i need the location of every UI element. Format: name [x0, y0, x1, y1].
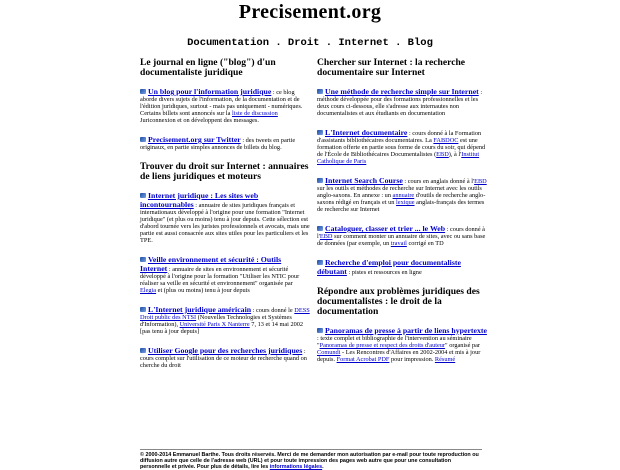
item-description: : ce blog aborde divers sujets de l'information, de la documentation et de l'édition juridiques, surtout - mais pas uniquement - numériques. Certains billets sont annoncés sur la	[140, 89, 303, 117]
item-title-link[interactable]: Une méthode de recherche simple sur Internet	[325, 87, 479, 96]
item-description: (Nouvelles Technologies et Systèmes d'Information),	[140, 314, 292, 328]
item-description: 7, 13 et 14 mai 2002 [pas tenu à jour depuis]	[140, 321, 304, 335]
footer-copyright	[140, 449, 482, 470]
inline-link[interactable]: Résumé	[434, 356, 456, 363]
inline-link[interactable]: Comundi	[317, 349, 341, 356]
nav-separator: .	[388, 37, 408, 49]
inline-link[interactable]: lexique	[396, 199, 415, 206]
item-title-link[interactable]: Recherche d'emploi pour documentaliste débutant	[317, 258, 461, 276]
item-description: : cours complet sur l'utilisation de ce moteur de recherche quand on cherche du droit	[140, 348, 307, 369]
inline-link[interactable]: annuaire	[392, 192, 415, 199]
inline-link[interactable]: EBD	[319, 233, 333, 240]
bullet-icon	[317, 130, 323, 135]
list-item	[140, 346, 310, 369]
doc-law-heading: Répondre aux problèmes juridiques des documentalistes : le droit de la documentation	[317, 286, 480, 317]
list-item	[317, 326, 487, 363]
item-description: et (plus ou moins) tenu à jour depuis	[156, 287, 250, 294]
nav-link-droit[interactable]: Droit	[287, 37, 320, 49]
bullet-icon	[317, 328, 323, 333]
list-item	[140, 135, 310, 151]
law-directories-heading: Trouver du droit sur Internet : annuaires de liens juridiques et moteurs	[140, 161, 309, 182]
bullet-icon	[317, 260, 323, 265]
site-title: Precisement.org	[238, 1, 382, 23]
item-title-link[interactable]: Panoramas de presse à partir de liens hypertexte	[325, 326, 487, 335]
item-description: : pistes et ressources en ligne	[346, 269, 422, 276]
inline-link[interactable]: EBD	[436, 151, 449, 158]
item-description: Juriconnexion et on développent des messages.	[140, 117, 259, 124]
item-description: - Les Rencontres d'Affaires en 2002-2004 et mis à jour depuis.	[317, 349, 481, 363]
item-title-link[interactable]: L'Internet documentaire	[325, 128, 408, 137]
item-description: est une formation offerte en partie sous forme de cours du soir, qui dépend de l'École de Bibliothécaires Documentalistes (	[317, 137, 486, 158]
left-column	[140, 58, 310, 380]
inline-link[interactable]: Institut Catholique de Paris	[317, 151, 480, 165]
item-description: .	[322, 464, 324, 470]
search-list	[317, 87, 487, 276]
inline-link[interactable]: informations légales	[269, 464, 323, 470]
item-description: sur les outils et méthodes de recherche sur Internet avec les outils anglo-saxons. En annexe : un	[317, 185, 482, 199]
nav-link-internet[interactable]: Internet	[338, 37, 389, 49]
bullet-icon	[140, 348, 146, 353]
item-title-link[interactable]: Veille environnement et sécurité : Outils Internet	[140, 255, 282, 273]
inline-link[interactable]: FABDOC	[433, 137, 459, 144]
nav-link-blog[interactable]: Blog	[407, 37, 433, 49]
doc-list	[317, 326, 487, 363]
inline-link[interactable]: Elegia	[140, 287, 157, 294]
list-item	[140, 191, 310, 244]
top-nav	[0, 37, 620, 49]
item-description: corrigé en TD	[406, 240, 444, 247]
law-list	[140, 191, 310, 369]
item-description: : annuaire de sites juridiques français et internationaux développé à l'origine pour une formation "Internet juridique" (et plus ou moins) tenu à jour depuis. Cette sélection est d'abord tournée vers les juristes professionnels et avocats, mais une partie est aussi consacrée aux sites utiles pour les particuliers et les TPE.	[140, 202, 310, 244]
list-item	[140, 305, 310, 335]
item-title-link[interactable]: Utiliser Google pour des recherches juridiques	[148, 346, 303, 355]
item-description: : méthode développée pour des formations professionnelles et les deux cours ci-dessous, elle s'adresse aux internautes non documentalistes et aux étudiants en documentation	[317, 89, 483, 117]
inline-link[interactable]: liste de discussion	[232, 110, 278, 117]
inline-link[interactable]: travail	[390, 240, 407, 247]
list-item	[140, 255, 310, 294]
item-title-link[interactable]: Un blog pour l'information juridique	[148, 87, 272, 96]
list-item	[317, 128, 487, 165]
item-description: : cours donné à l'	[317, 226, 485, 240]
inline-link[interactable]: DESS Droit public des NTSI	[140, 307, 310, 321]
list-item	[317, 176, 487, 213]
item-description: © 2000-2014 Emmanuel Barthe. Tous droits réservés. Merci de me demander mon autorisation par e-mail pour toute reproduction ou diffusion autre que celle de l'adresse web (URL) et pour toute impression des pages web autre que pour une consultation personnelle et privée. Pour plus de détails, lire les	[140, 452, 479, 470]
item-title-link[interactable]: L'Internet juridique américain	[148, 305, 252, 314]
item-description: pour impression.	[389, 356, 435, 363]
item-title-link[interactable]: Internet Search Course	[325, 176, 403, 185]
item-title-link[interactable]: Precisement.org sur Twitter	[148, 135, 241, 144]
bullet-icon	[140, 193, 146, 198]
inline-link[interactable]: Panoramas de presse et respect des droits d'auteur	[319, 342, 446, 349]
bullet-icon	[140, 89, 146, 94]
item-description: " organisé par	[445, 342, 481, 349]
bullet-icon	[140, 137, 146, 142]
bullet-icon	[317, 89, 323, 94]
nav-separator: .	[319, 37, 339, 49]
item-description: : des tweets en partie originaux, en partie simples annonces de billets du blog.	[140, 137, 296, 151]
item-description: ), à l'	[448, 151, 462, 158]
list-item	[317, 258, 487, 276]
bullet-icon	[140, 307, 146, 312]
right-column	[317, 58, 487, 374]
item-description: : cours donné à la Formation d'assistants bibliothécaires documentaires. La	[317, 130, 482, 144]
nav-link-documentation[interactable]: Documentation	[187, 37, 270, 49]
bullet-icon	[317, 226, 323, 231]
inline-link[interactable]: Format Acrobat PDF	[336, 356, 390, 363]
bullet-icon	[317, 178, 323, 183]
bullet-icon	[140, 257, 146, 262]
list-item	[317, 224, 487, 247]
item-description: : cours donné le	[251, 307, 295, 314]
item-title-link[interactable]: Internet juridique : Les sites web incontournables	[140, 191, 259, 209]
inline-link[interactable]: EBD	[474, 178, 487, 185]
blog-list	[140, 87, 310, 151]
item-description: : cours en anglais donné à l'	[402, 178, 475, 185]
item-description: : annuaire de sites en environnement et sécurité développé à l'origine pour la formation "Utiliser les NTIC pour réaliser sa veille en sécurité et environnement" organisée par	[140, 266, 300, 287]
list-item	[317, 87, 487, 117]
list-item	[140, 87, 310, 124]
item-description: anglais-français des termes de recherche sur Internet	[317, 199, 485, 213]
item-description: d'outils de recherche anglo-saxons rédigé en français et un	[317, 192, 486, 206]
nav-separator: .	[269, 37, 288, 49]
item-description: sur comment monter un annuaire de sites, avec ou sans base de données (par exemple, un	[317, 233, 486, 247]
item-description: : texte complet et bibliographie de l'intervention au séminaire "	[317, 335, 472, 349]
item-title-link[interactable]: Cataloguer, classer et trier ... le Web	[325, 224, 446, 233]
search-heading: Chercher sur Internet : la recherche documentaire sur Internet	[317, 57, 466, 78]
blog-heading: Le journal en ligne ("blog") d'un documentaliste juridique	[140, 57, 276, 78]
inline-link[interactable]: Université Paris X Nanterre	[179, 321, 250, 328]
